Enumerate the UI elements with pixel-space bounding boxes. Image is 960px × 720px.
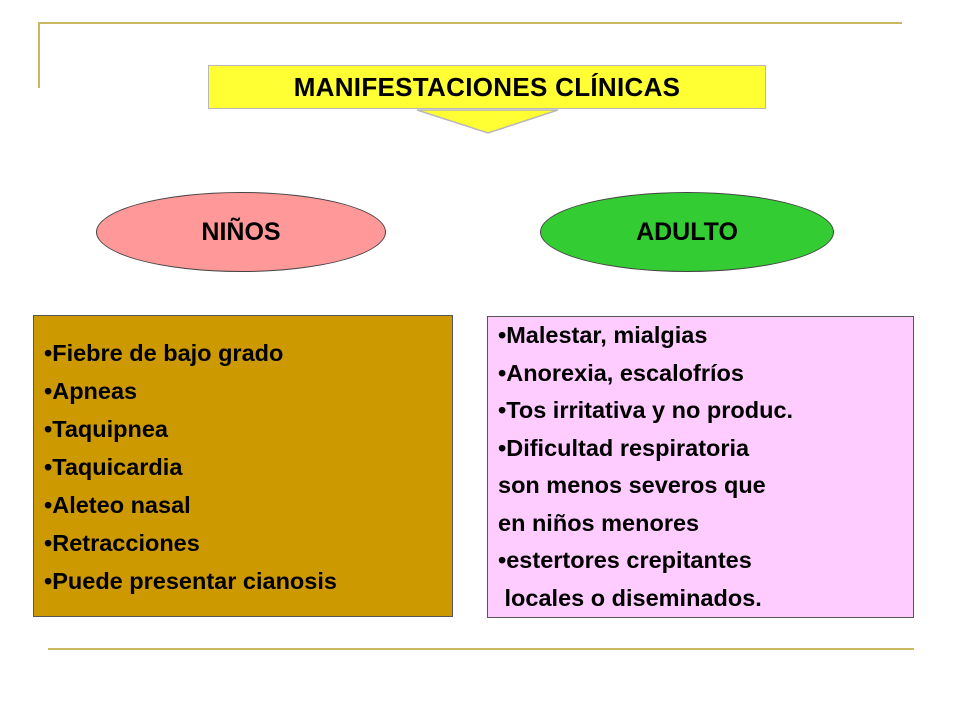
ninos-symptom-item: •Retracciones [44,530,200,556]
top-decor-line [40,22,902,24]
ninos-label: NIÑOS [201,217,281,246]
ninos-symptom-item: •Fiebre de bajo grado [44,340,284,366]
ninos-symptom-item: •Aleteo nasal [44,492,191,518]
title-text: MANIFESTACIONES CLÍNICAS [293,71,681,102]
adulto-symptom-line: •Anorexia, escalofríos [498,359,744,386]
adulto-symptom-line: son menos severos que [498,472,766,498]
adulto-symptom-line: en niños menores [498,509,700,536]
adulto-symptom-line: •Tos irritativa y no produc. [498,397,794,423]
adulto-symptom-line: •Malestar, mialgias [498,322,708,348]
bottom-decor-line [48,648,914,650]
ninos-oval [96,192,386,272]
adulto-symptom-line: •Dificultad respiratoria [498,434,750,461]
ninos-symptom-item: •Taquipnea [44,416,168,442]
title-box [208,65,766,109]
ninos-symptom-item: •Apneas [44,378,138,404]
adulto-oval [540,192,834,272]
ninos-symptom-item: •Puede presentar cianosis [44,568,337,594]
adulto-symptom-line: •estertores crepitantes [498,547,752,573]
ninos-symptoms-box [33,315,453,617]
adulto-symptom-line: locales o diseminados. [498,584,762,611]
left-decor-line [38,22,40,88]
adulto-symptoms-box [487,316,914,618]
adulto-label: ADULTO [636,217,738,246]
ninos-symptom-item: •Taquicardia [44,454,183,480]
